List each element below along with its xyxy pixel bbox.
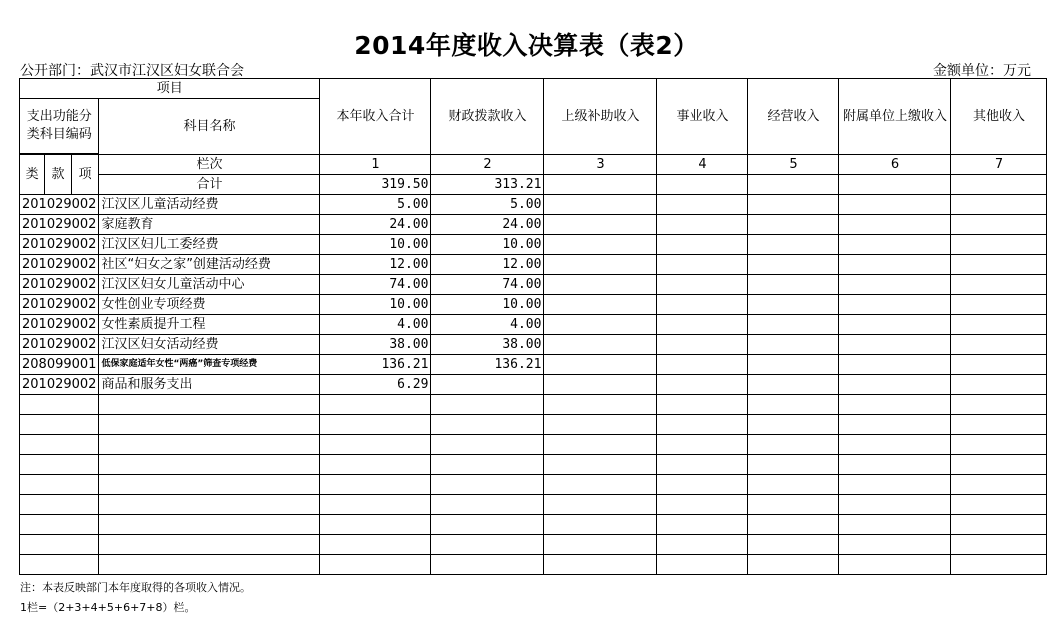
row-c1: 74.00 (320, 275, 431, 295)
row-code: 201029002 (20, 315, 99, 335)
table-row (20, 255, 1047, 275)
table-row (20, 335, 1047, 355)
empty-row (20, 475, 1047, 495)
col-num-6: 6 (839, 155, 951, 175)
row-code: 208099001 (20, 355, 99, 375)
table-row (20, 315, 1047, 335)
row-name: 社区“妇女之家”创建活动经费 (99, 255, 320, 275)
col-num-3: 3 (544, 155, 657, 175)
empty-row (20, 535, 1047, 555)
row-c1: 10.00 (320, 295, 431, 315)
row-name: 家庭教育 (99, 215, 320, 235)
row-code: 201029002 (20, 255, 99, 275)
header-item: 项目 (20, 79, 320, 99)
row-code: 201029002 (20, 195, 99, 215)
header-xiang: 项 (71, 155, 99, 195)
header-affiliated: 附属单位上缴收入 (839, 79, 951, 155)
note-formula: 1栏=（2+3+4+5+6+7+8）栏。 (20, 601, 196, 614)
row-c1: 10.00 (320, 235, 431, 255)
table-row (20, 295, 1047, 315)
row-c2: 136.21 (431, 355, 544, 375)
total-c1: 319.50 (320, 175, 431, 195)
row-c2: 10.00 (431, 235, 544, 255)
table-row (20, 195, 1047, 215)
empty-row (20, 395, 1047, 415)
col-num-1: 1 (320, 155, 431, 175)
header-business: 经营收入 (748, 79, 839, 155)
row-name: 江汉区儿童活动经费 (99, 195, 320, 215)
header-fiscal: 财政拨款收入 (431, 79, 544, 155)
income-table (19, 78, 1047, 575)
col-num-5: 5 (748, 155, 839, 175)
row-c2: 12.00 (431, 255, 544, 275)
row-c1: 136.21 (320, 355, 431, 375)
row-c2: 10.00 (431, 295, 544, 315)
col-num-4: 4 (657, 155, 748, 175)
empty-row (20, 455, 1047, 475)
col-num-2: 2 (431, 155, 544, 175)
empty-row (20, 435, 1047, 455)
total-label: 合计 (99, 175, 320, 195)
empty-row (20, 515, 1047, 535)
row-c2: 4.00 (431, 315, 544, 335)
empty-row (20, 415, 1047, 435)
row-c2: 38.00 (431, 335, 544, 355)
row-c2: 74.00 (431, 275, 544, 295)
row-name: 江汉区妇女活动经费 (99, 335, 320, 355)
row-code: 201029002 (20, 275, 99, 295)
row-name: 女性素质提升工程 (99, 315, 320, 335)
table-row (20, 375, 1047, 395)
header-kuan: 款 (45, 155, 71, 195)
col-num-7: 7 (951, 155, 1047, 175)
row-code: 201029002 (20, 235, 99, 255)
row-name: 低保家庭适年女性“两癌”筛查专项经费 (99, 355, 320, 375)
header-other: 其他收入 (951, 79, 1047, 155)
row-code: 201029002 (20, 215, 99, 235)
row-name: 女性创业专项经费 (99, 295, 320, 315)
table-row (20, 235, 1047, 255)
unit-label: 金额单位：万元 (933, 63, 1031, 79)
note-description: 注：本表反映部门本年度取得的各项收入情况。 (20, 581, 251, 594)
row-code: 201029002 (20, 375, 99, 395)
row-c1: 5.00 (320, 195, 431, 215)
total-c2: 313.21 (431, 175, 544, 195)
row-c1: 38.00 (320, 335, 431, 355)
header-total: 本年收入合计 (320, 79, 431, 155)
table-row (20, 275, 1047, 295)
row-c2: 24.00 (431, 215, 544, 235)
header-subject-name: 科目名称 (99, 99, 320, 155)
row-c1: 24.00 (320, 215, 431, 235)
row-code: 201029002 (20, 335, 99, 355)
row-c1: 12.00 (320, 255, 431, 275)
empty-row (20, 555, 1047, 575)
header-func-code: 支出功能分类科目编码 (20, 99, 99, 154)
table-row (20, 355, 1047, 375)
row-name: 商品和服务支出 (99, 375, 320, 395)
row-code: 201029002 (20, 295, 99, 315)
page-title: 2014年度收入决算表（表2） (354, 31, 699, 60)
header-lei: 类 (20, 155, 45, 195)
row-name: 江汉区妇女儿童活动中心 (99, 275, 320, 295)
row-name: 江汉区妇儿工委经费 (99, 235, 320, 255)
department-label: 公开部门：武汉市江汉区妇女联合会 (20, 63, 244, 79)
header-lanci: 栏次 (99, 155, 320, 175)
header-subsidy: 上级补助收入 (544, 79, 657, 155)
header-career: 事业收入 (657, 79, 748, 155)
empty-row (20, 495, 1047, 515)
row-c2: 5.00 (431, 195, 544, 215)
row-c1: 4.00 (320, 315, 431, 335)
table-row (20, 215, 1047, 235)
row-c2 (431, 375, 544, 395)
row-c1: 6.29 (320, 375, 431, 395)
